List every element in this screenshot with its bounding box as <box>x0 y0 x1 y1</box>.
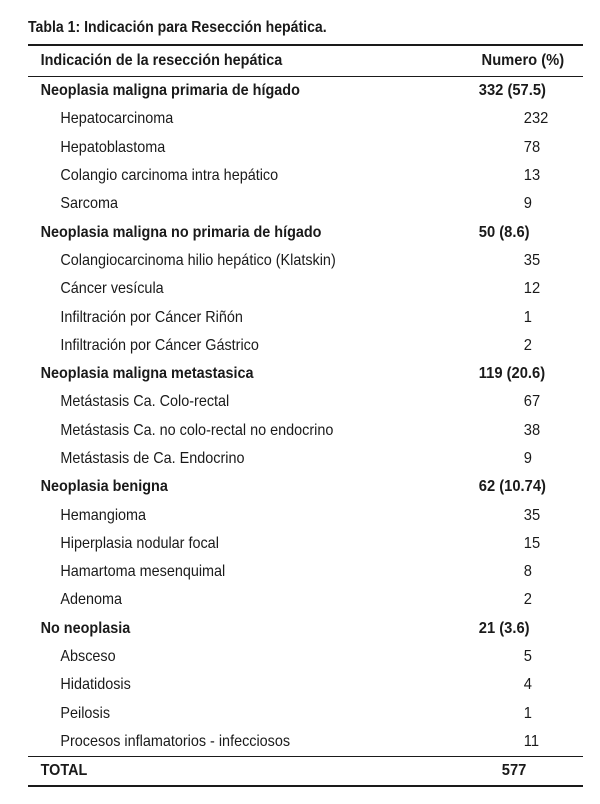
row-value: 2 <box>523 336 532 354</box>
row-label: Metástasis Ca. Colo-rectal <box>60 393 230 411</box>
header-value: Numero (%) <box>481 52 565 69</box>
total-label: TOTAL <box>40 762 88 780</box>
row-value: 35 <box>523 251 541 269</box>
row-label: No neoplasia <box>40 619 131 637</box>
row-value: 62 (10.74) <box>478 478 546 496</box>
row-value: 119 (20.6) <box>478 365 546 383</box>
table-row <box>28 530 583 558</box>
row-label: Infiltración por Cáncer Riñón <box>60 308 243 326</box>
row-label: Sarcoma <box>60 195 119 213</box>
table-row <box>28 445 583 473</box>
table-row <box>28 134 583 162</box>
row-value: 78 <box>523 138 541 156</box>
table-row <box>28 728 583 756</box>
row-label: Hepatoblastoma <box>60 138 166 156</box>
row-label: Metástasis Ca. no colo-rectal no endocrino <box>60 421 334 439</box>
row-label: Neoplasia maligna metastasica <box>40 365 254 383</box>
row-value: 38 <box>523 421 541 439</box>
table-row <box>28 247 583 275</box>
row-label: Neoplasia benigna <box>40 478 168 496</box>
table-body <box>28 77 583 756</box>
table-group-row <box>28 77 583 105</box>
row-label: Hemangioma <box>60 506 147 524</box>
table-row <box>28 105 583 133</box>
row-label: Colangio carcinoma intra hepático <box>60 167 279 185</box>
row-value: 9 <box>523 450 532 467</box>
table-row <box>28 671 583 699</box>
row-label: Colangiocarcinoma hilio hepático (Klatskin) <box>60 251 336 269</box>
row-value: 9 <box>523 195 532 213</box>
table-row <box>28 190 583 218</box>
row-value: 5 <box>523 648 532 666</box>
row-value: 332 (57.5) <box>478 82 546 100</box>
table-row <box>28 558 583 586</box>
row-label: Metástasis de Ca. Endocrino <box>60 450 245 467</box>
table-row <box>28 332 583 360</box>
row-value: 2 <box>523 591 532 609</box>
row-value: 35 <box>523 506 541 524</box>
row-label: Hamartoma mesenquimal <box>60 563 226 581</box>
table-row <box>28 162 583 190</box>
table-group-row <box>28 218 583 246</box>
row-label: Cáncer vesícula <box>60 280 164 298</box>
indications-table <box>28 44 583 787</box>
total-row <box>28 756 583 787</box>
row-label: Absceso <box>60 648 116 666</box>
row-label: Infiltración por Cáncer Gástrico <box>60 336 259 354</box>
row-label: Hiperplasia nodular focal <box>60 534 219 552</box>
table-row <box>28 417 583 445</box>
row-label: Adenoma <box>60 591 123 609</box>
row-value: 13 <box>523 167 541 185</box>
table-row <box>28 501 583 529</box>
row-value: 67 <box>523 393 541 411</box>
row-value: 232 <box>523 110 549 128</box>
row-label: Hepatocarcinoma <box>60 110 174 128</box>
table-row <box>28 643 583 671</box>
row-value: 12 <box>523 280 541 298</box>
row-value: 1 <box>523 704 532 722</box>
table-row <box>28 275 583 303</box>
row-label: Hidatidosis <box>60 676 131 694</box>
header-label: Indicación de la resección hepática <box>40 52 283 69</box>
table-group-row <box>28 473 583 501</box>
table-group-row <box>28 615 583 643</box>
row-value: 50 (8.6) <box>478 223 530 241</box>
table-row <box>28 700 583 728</box>
table-row <box>28 586 583 614</box>
row-label: Neoplasia maligna no primaria de hígado <box>40 223 322 241</box>
total-value: 577 <box>501 762 527 780</box>
table-caption: Tabla 1: Indicación para Resección hepática. <box>28 19 327 36</box>
row-label: Peilosis <box>60 704 111 722</box>
row-value: 15 <box>523 534 541 552</box>
table-row <box>28 303 583 331</box>
table-group-row <box>28 360 583 388</box>
row-value: 4 <box>523 676 532 694</box>
row-label: Procesos inflamatorios - infecciosos <box>60 732 291 750</box>
row-value: 1 <box>523 308 532 326</box>
table-header <box>28 46 583 77</box>
row-value: 21 (3.6) <box>478 619 530 637</box>
row-value: 11 <box>523 732 540 750</box>
row-value: 8 <box>523 563 532 581</box>
table-row <box>28 388 583 416</box>
row-label: Neoplasia maligna primaria de hígado <box>40 82 300 100</box>
